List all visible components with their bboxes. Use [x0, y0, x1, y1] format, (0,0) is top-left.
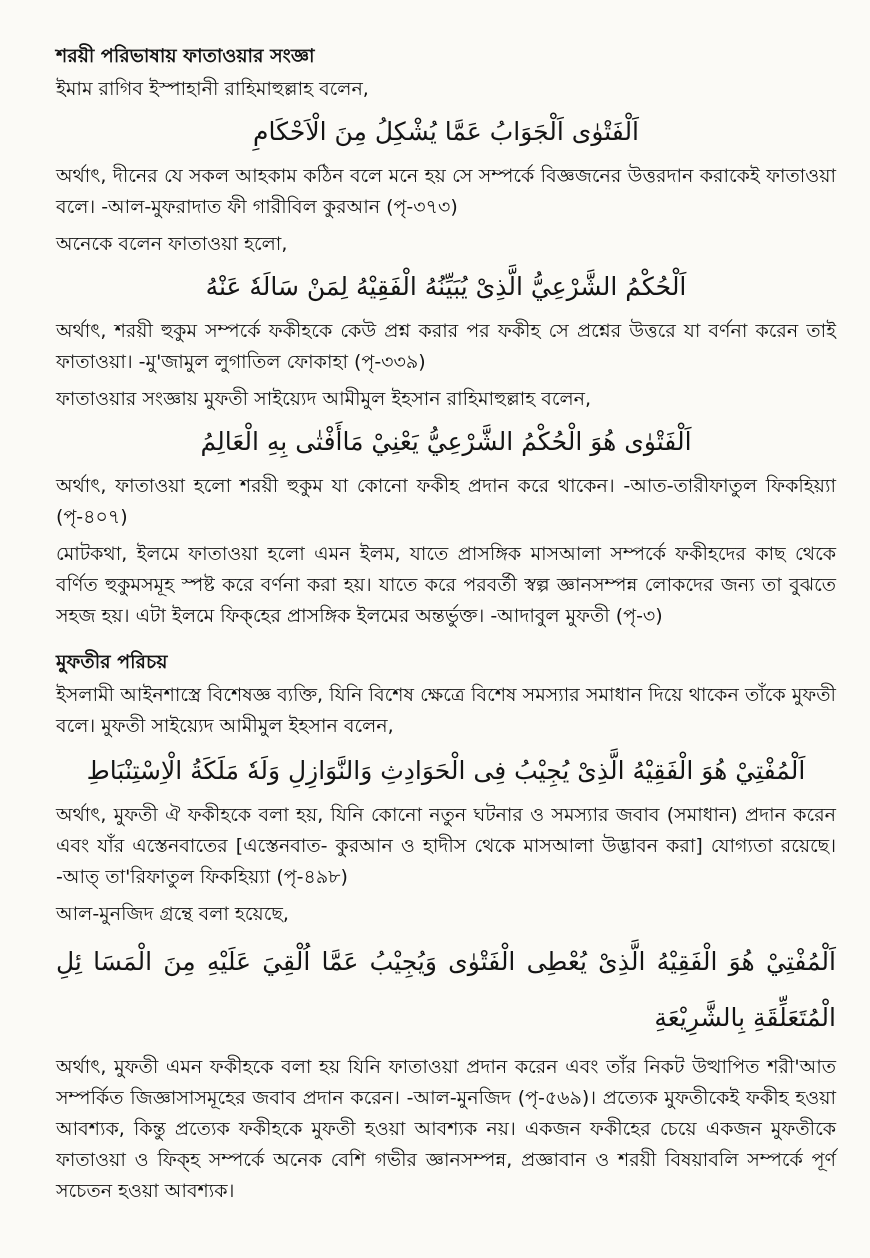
- spacer: [56, 638, 836, 648]
- paragraph: ইসলামী আইনশাস্ত্রে বিশেষজ্ঞ ব্যক্তি, যিনি বিশেষ ক্ষেত্রে বিশেষ সমস্যার সমাধান দিয়ে থাকেন তাঁকে মুফতী বলে। মুফতী সাইয়্যেদ আমীমুল ইহসান বলেন,: [56, 684, 836, 737]
- paragraph: মোটকথা, ইলমে ফাতাওয়া হলো এমন ইলম, যাতে প্রাসঙ্গিক মাসআলা সম্পর্কে ফকীহদের কাছ থেকে বর্ণিত হুকুমসমূহ স্পষ্ট করে বর্ণনা করা হয়। যাতে করে পরবর্তী স্বল্প জ্ঞানসম্পন্ন লোকদের জন্য তা বুঝতে সহজ হয়। এটা ইলমে ফিক্‌হের প্রাসঙ্গিক ইলমের অন্তর্ভুক্ত। -আদাবুল মুফতী (পৃ-৩): [56, 543, 836, 627]
- section-heading-mufti-introduction: মুফতীর পরিচয়: [56, 651, 168, 673]
- intro-text: অনেকে বলেন ফাতাওয়া হলো,: [56, 233, 288, 255]
- arabic-quote: اَلْمُفْتِيْ هُوَ الْفَقِيْهُ الَّذِىْ يُجِيْبُ فِى الْحَوَادِثِ وَالنَّوَازِلِ وَلَهٗ مَلَكَةُ الْاِسْتِنْبَاطِ: [86, 756, 806, 785]
- intro-text: আল-মুনজিদ গ্রন্থে বলা হয়েছে,: [56, 903, 289, 925]
- arabic-quote: اَلْفَتْوٰى هُوَ الْحُكْمُ الشَّرْعِيُّ يَعْنِيْ مَاأَفْتٰى بِهِ الْعَالِمُ: [200, 427, 692, 456]
- arabic-quote: اَلْفَتْوٰى اَلْجَوَابُ عَمَّا يُشْكِلُ مِنَ الْاَحْكَامِ: [252, 117, 640, 146]
- paragraph: অর্থাৎ, দীনের যে সকল আহকাম কঠিন বলে মনে হয় সে সম্পর্কে বিজ্ঞজনের উত্তরদান করাকেই ফাতাওয়া বলে। -আল-মুফরাদাত ফী গারীবিল কুরআন (পৃ-৩৭৩): [56, 165, 836, 218]
- arabic-quote: اَلْمُفْتِيْ هُوَ الْفَقِيْهُ الَّذِىْ يُعْطِى الْفَتْوٰى وَيُجِيْبُ عَمَّا اُلْقِيَ عَلَيْهِ مِنَ الْمَسَا ئِلِ الْمُتَعَلِّقَةِ بِالشَّرِيْعَةِ: [56, 947, 836, 1032]
- arabic-quote: اَلْحُكْمُ الشَّرْعِيُّ الَّذِىْ يُبَيِّنُهُ الْفَقِيْهُ لِمَنْ سَالَهٗ عَنْهُ: [205, 272, 687, 301]
- section-heading-fatwa-definition: শরয়ী পরিভাষায় ফাতাওয়ার সংজ্ঞা: [56, 45, 315, 67]
- paragraph: অর্থাৎ, মুফতী এমন ফকীহকে বলা হয় যিনি ফাতাওয়া প্রদান করেন এবং তাঁর নিকট উত্থাপিত শরী'আত সম্পর্কিত জিজ্ঞাসাসমূহের জবাব প্রদান করেন। -আল-মুনজিদ (পৃ-৫৬৯)। প্রত্যেক মুফতীকেই ফকীহ হওয়া আবশ্যক, কিন্তু প্রত্যেক ফকীহকে মুফতী হওয়া আবশ্যক নয়। একজন ফকীহের চেয়ে একজন মুফতীকে ফাতাওয়া ও ফিক্‌হ সম্পর্কে অনেক বেশি গভীর জ্ঞানসম্পন্ন, প্রজ্ঞাবান ও শরয়ী বিষয়াবলি সম্পর্কে পূর্ণ সচেতন হওয়া আবশ্যক।: [56, 1056, 836, 1202]
- intro-text: ইমাম রাগিব ইস্পাহানী রাহিমাহুল্লাহ বলেন,: [56, 78, 369, 100]
- intro-text: ফাতাওয়ার সংজ্ঞায় মুফতী সাইয়্যেদ আমীমুল ইহসান রাহিমাহুল্লাহ বলেন,: [56, 388, 592, 410]
- paragraph: অর্থাৎ, শরয়ী হুকুম সম্পর্কে ফকীহকে কেউ প্রশ্ন করার পর ফকীহ সে প্রশ্নের উত্তরে যা বর্ণনা করেন তাই ফাতাওয়া। -মু'জামুল লুগাতিল ফোকাহা (পৃ-৩৩৯): [56, 320, 836, 373]
- paragraph: অর্থাৎ, মুফতী ঐ ফকীহকে বলা হয়, যিনি কোনো নতুন ঘটনার ও সমস্যার জবাব (সমাধান) প্রদান করেন এবং যাঁর এস্তেনবাতের [এস্তেনবাত- কুরআন ও হাদীস থেকে মাসআলা উদ্ভাবন করা] যোগ্যতা রয়েছে। -আত্‌ তা'রিফাতুল ফিকহিয়্যা (পৃ-৪৯৮): [56, 804, 836, 888]
- paragraph: অর্থাৎ, ফাতাওয়া হলো শরয়ী হুকুম যা কোনো ফকীহ প্রদান করে থাকেন। -আত-তারীফাতুল ফিকহিয়্যা (পৃ-৪০৭): [56, 475, 836, 528]
